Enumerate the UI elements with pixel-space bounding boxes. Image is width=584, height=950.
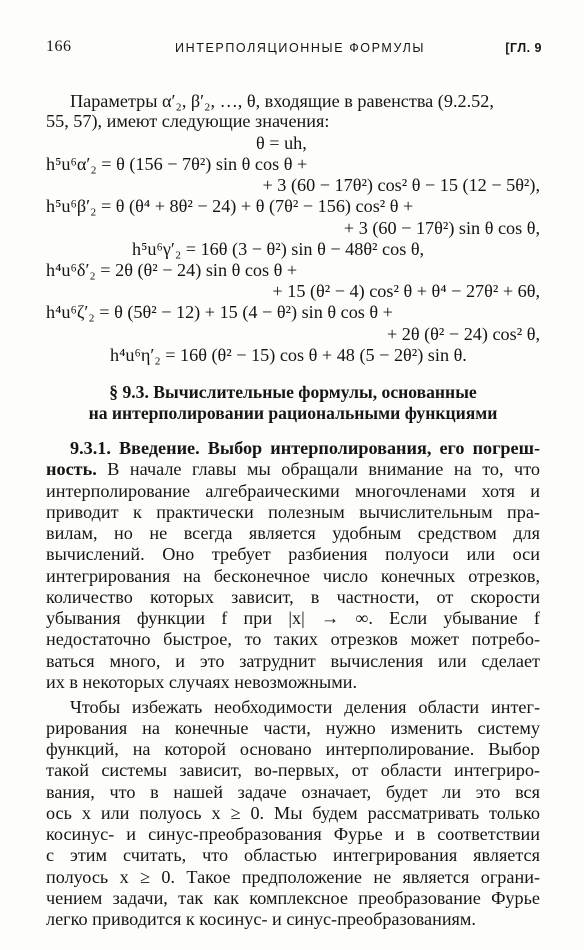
equation-beta-1: h⁵u⁶β′₂ = θ (θ⁴ + 8θ² − 24) + θ (7θ² − 156) cos² θ + (46, 196, 414, 217)
equation-alpha-1: h⁵u⁶α′₂ = θ (156 − 7θ²) sin θ cos θ + (46, 153, 308, 174)
equation-gamma: h⁵u⁶γ′₂ = 16θ (3 − θ²) sin θ − 48θ² cos θ, (132, 238, 425, 259)
para1-line-2: интерполирование алгебраическими многочленами хотя и (46, 480, 540, 501)
para2-line-7: косинус- и синус-преобразования Фурье и в соответствии (46, 824, 540, 845)
equation-zeta-2: + 2θ (θ² − 24) cos² θ, (386, 323, 540, 344)
para1-line-1-text: В начале главы мы обращали внимание на то, что (96, 459, 540, 480)
intro-line-1: Параметры α′₂, β′₂, …, θ, входящие в равенства (9.2.52, (70, 91, 494, 111)
para2-line-8: с этим считать, что областью интегрирования является (46, 845, 540, 866)
equation-zeta-1: h⁴u⁶ζ′₂ = θ (5θ² − 12) + 15 (4 − θ²) sin θ cos θ + (46, 302, 393, 323)
equation-eta: h⁴u⁶η′₂ = 16θ (θ² − 15) cos θ + 48 (5 − 2θ²) sin θ. (110, 344, 467, 365)
para2-line-9: полуось x ≥ 0. Такое предположение не является ограни- (46, 866, 540, 887)
para1-line-3: приводит к практически полезным вычислительным пра- (46, 501, 540, 522)
equation-alpha-2: + 3 (60 − 17θ²) cos² θ − 15 (12 − 5θ²), (262, 175, 540, 195)
para1-line-1 (46, 458, 540, 480)
subsection-heading: 9.3.1. Введение. Выбор интерполирования, его погреш- (70, 438, 540, 459)
page-number: 166 (46, 38, 72, 55)
equation-theta: θ = uh, (256, 132, 307, 153)
equation-beta-2: + 3 (60 − 17θ²) sin θ cos θ, (343, 217, 540, 238)
para1-line-9: недостаточно быстрое, то таких отрезков может потребо- (46, 629, 540, 650)
para1-line-10: ваться много, и это затруднит вычисления или сделает (46, 650, 540, 671)
para1-line-4: вилам, но не всегда является удобным средством для (46, 523, 540, 544)
para2-line-4: такой системы зависит, во-первых, от области интегриро- (46, 760, 540, 781)
para2-line-11: легко приводится к косинус- и синус-преобразованиям. (46, 909, 476, 929)
para2-line-6: ось x или полуось x ≥ 0. Мы будем рассматривать только (46, 802, 540, 823)
equation-delta-1: h⁴u⁶δ′₂ = 2θ (θ² − 24) sin θ cos θ + (46, 260, 298, 280)
para2-line-5: вания, что в нашей задаче означает, будет ли это вся (46, 781, 540, 802)
para2-line-2: рирования на конечные части, нужно изменить систему (46, 717, 540, 738)
section-title-line-2: на интерполировании рациональными функциями (88, 403, 498, 424)
para1-line-5: вычислений. Оно требует разбиения полуоси или оси (46, 544, 540, 565)
para1-line-6: интегрирования на бесконечное число конечных отрезков, (46, 565, 540, 586)
running-title: ИНТЕРПОЛЯЦИОННЫЕ ФОРМУЛЫ (175, 41, 426, 55)
para2-line-3: функций, на которой основано интерполирование. Выбор (46, 739, 540, 760)
para1-line-11: их в некоторых случаях невозможными. (46, 671, 358, 692)
subsection-heading-cont: ность. (46, 459, 97, 480)
para1-line-8: убывания функции f при |x| → ∞. Если убывание f (46, 608, 540, 628)
para2-line-10: чением задачи, так как комплексное преобразование Фурье (46, 887, 540, 908)
para2-line-1: Чтобы избежать необходимости деления области интег- (70, 696, 540, 717)
section-title-line-1: § 9.3. Вычислительные формулы, основанные (109, 381, 477, 402)
intro-line-2: 55, 57), имеют следующие значения: (46, 111, 330, 132)
para1-line-7: количество которых зависит, в частности, от скорости (46, 586, 540, 607)
equation-delta-2: + 15 (θ² − 4) cos² θ + θ⁴ − 27θ² + 6θ, (272, 281, 540, 302)
chapter-label: [ГЛ. 9 (505, 41, 542, 55)
